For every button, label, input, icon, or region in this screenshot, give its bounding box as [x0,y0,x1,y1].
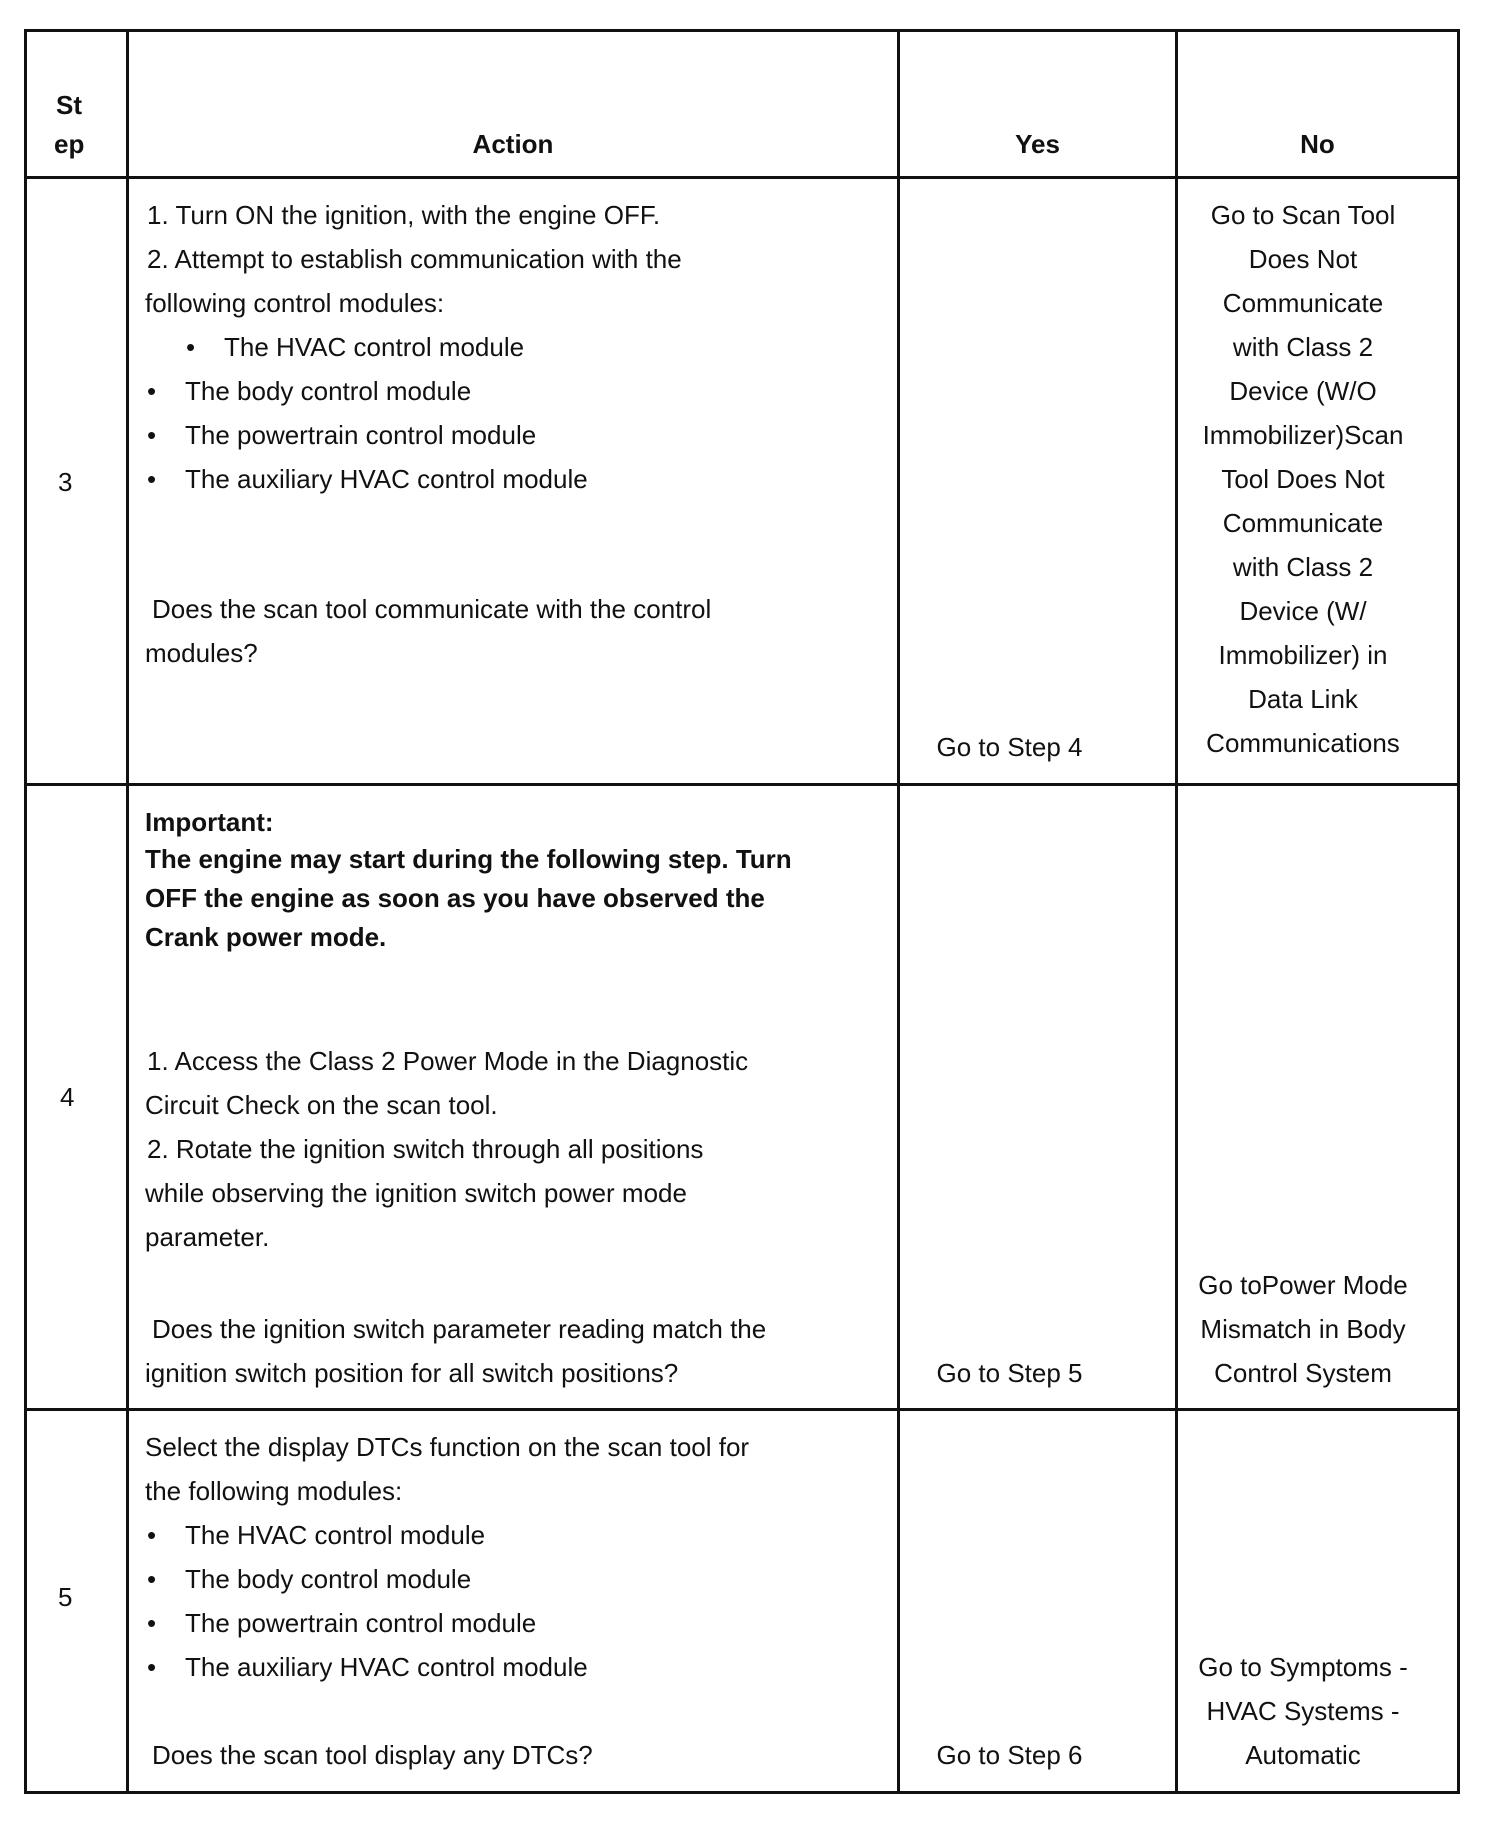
action-item: following control modules: [145,288,445,318]
action-question: Does the ignition switch parameter reading match the [152,1314,767,1344]
important-text: OFF the engine as soon as you have observed the [145,883,765,913]
bullet-icon: • [147,376,157,406]
row-divider-2 [24,1408,1460,1411]
action-item: 1. Turn ON the ignition, with the engine OFF. [147,200,661,230]
header-step-line2: ep [54,129,85,159]
action-question: Does the scan tool communicate with the control [152,594,712,624]
list-item: The HVAC control module [224,332,525,362]
bullet-icon: • [186,332,196,362]
action-item: 1. Access the Class 2 Power Mode in the Diagnostic [147,1046,749,1076]
bullet-icon: • [147,1608,157,1638]
no-result: Go toPower Mode Mismatch in Body Control System [1198,1270,1408,1388]
table-border-bottom [24,1791,1460,1794]
bullet-icon: • [147,1564,157,1594]
action-item: parameter. [145,1222,270,1252]
list-item: The body control module [185,1564,472,1594]
yes-result: Go to Step 4 [936,732,1083,762]
yes-result: Go to Step 6 [936,1740,1083,1770]
important-text: Crank power mode. [145,922,387,952]
action-question: ignition switch position for all switch positions? [145,1358,679,1388]
list-item: The body control module [185,376,472,406]
header-yes: Yes [1015,129,1060,159]
step-number: 3 [58,467,73,497]
action-question: modules? [145,638,258,668]
header-divider [24,176,1460,179]
header-no: No [1300,129,1335,159]
no-result: Go to Scan Tool Does Not Communicate with Class 2 Device (W/O Immobilizer)Scan Tool Does Not Communicate with Class 2 Device (W/ Immobilizer) in Data Link Communications [1202,200,1404,758]
action-item: Circuit Check on the scan tool. [145,1090,498,1120]
list-item: The auxiliary HVAC control module [185,464,588,494]
action-item: 2. Rotate the ignition switch through all positions [147,1134,704,1164]
bullet-icon: • [147,1652,157,1682]
bullet-icon: • [147,464,157,494]
table-border-top [24,29,1460,32]
bullet-icon: • [147,1520,157,1550]
list-item: The powertrain control module [185,420,537,450]
row-divider-1 [24,783,1460,786]
step-number: 4 [60,1082,75,1112]
action-intro: the following modules: [145,1476,403,1506]
header-step-line1: St [56,90,82,120]
yes-result: Go to Step 5 [936,1358,1083,1388]
no-result: Go to Symptoms - HVAC Systems - Automatic [1198,1652,1408,1770]
header-action: Action [472,129,554,159]
action-question: Does the scan tool display any DTCs? [152,1740,593,1770]
bullet-icon: • [147,420,157,450]
column-divider-action [897,29,900,1794]
list-item: The powertrain control module [185,1608,537,1638]
action-item: while observing the ignition switch power mode [145,1178,687,1208]
step-number: 5 [58,1582,73,1612]
action-item: 2. Attempt to establish communication with the [147,244,682,274]
action-intro: Select the display DTCs function on the scan tool for [145,1432,750,1462]
important-label: Important: [145,807,274,837]
list-item: The HVAC control module [185,1520,486,1550]
column-divider-step [126,29,129,1794]
table-border-right [1457,29,1460,1794]
important-text: The engine may start during the following step. Turn [145,844,792,874]
table-border-left [24,29,27,1794]
list-item: The auxiliary HVAC control module [185,1652,588,1682]
